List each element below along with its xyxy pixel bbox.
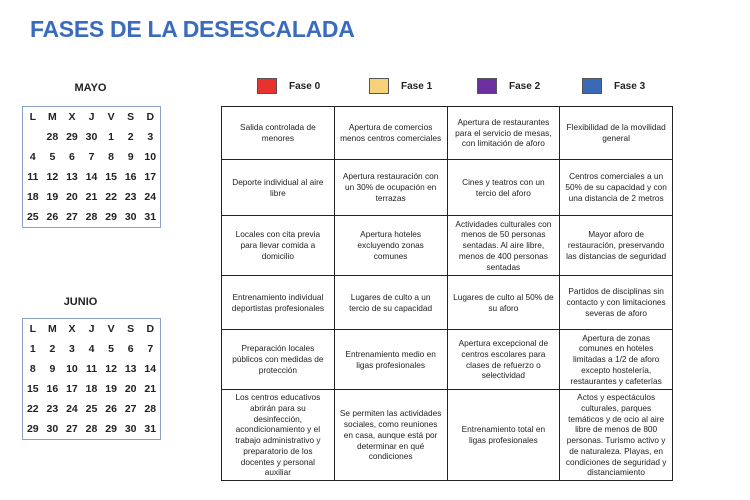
- calendar-day: 28: [85, 211, 98, 223]
- calendar-day: 28: [144, 403, 157, 415]
- calendar-day: [23, 127, 43, 147]
- table-cell-fase-2: Cines y teatros con un tercio del aforo: [447, 160, 560, 216]
- legend-label: Fase 2: [509, 80, 541, 92]
- weekday-label: S: [127, 323, 135, 335]
- calendar-day: 29: [66, 131, 78, 143]
- weekday-label: S: [127, 111, 135, 123]
- calendar-day: 14: [85, 171, 98, 183]
- table-row: [222, 390, 673, 481]
- calendar-day: 27: [66, 423, 78, 435]
- month-title-mayo: MAYO: [74, 82, 107, 94]
- table-row: [222, 276, 673, 330]
- calendar-day: 30: [124, 211, 137, 223]
- table-cell-fase-2: Actividades culturales con menos de 50 personas sentadas. Al aire libre, menos de 400 personas sentadas: [447, 216, 560, 276]
- table-cell-fase-1: Apertura de comercios menos centros comerciales: [334, 107, 447, 160]
- table-row: [222, 107, 673, 160]
- calendar-mayo: [22, 106, 161, 228]
- calendar-day: 30: [46, 423, 59, 435]
- calendar-day: 10: [144, 151, 157, 163]
- calendar-day: 22: [26, 403, 39, 415]
- table-cell-fase-3: Centros comerciales a un 50% de su capacidad y con una distancia de 2 metros: [560, 160, 673, 216]
- calendar-day: 29: [105, 211, 117, 223]
- legend-fase-0: [257, 78, 320, 94]
- calendar-weekday-row: [23, 319, 160, 339]
- calendar-day: 23: [124, 191, 137, 203]
- calendar-day: 6: [127, 343, 134, 355]
- calendar-day: 17: [144, 171, 157, 183]
- calendar-day: 24: [144, 191, 157, 203]
- calendar-day: 1: [29, 343, 36, 355]
- weekday-label: J: [88, 111, 95, 123]
- calendar-day: 10: [66, 363, 78, 375]
- calendar-day: 31: [144, 423, 157, 435]
- calendar-day: 4: [88, 343, 95, 355]
- table-cell-fase-3: Mayor aforo de restauración, preservando las distancias de seguridad: [560, 216, 673, 276]
- calendar-day: 1: [108, 131, 115, 143]
- calendar-day: 9: [127, 151, 134, 163]
- table-cell-fase-0: Locales con cita previa para llevar comida a domicilio: [222, 216, 335, 276]
- calendar-day: 17: [66, 383, 78, 395]
- calendar-day: 18: [85, 383, 98, 395]
- legend-fase-1: [369, 78, 432, 94]
- calendar-day: 2: [127, 131, 134, 143]
- calendar-day: 25: [85, 403, 98, 415]
- calendar-day: 14: [144, 363, 157, 375]
- legend-label: Fase 0: [289, 80, 321, 92]
- calendar-day: 11: [27, 171, 39, 183]
- calendar-day: 28: [46, 131, 59, 143]
- weekday-label: X: [68, 323, 76, 335]
- table-cell-fase-3: Flexibilidad de la movilidad general: [560, 107, 673, 160]
- calendar-day: 7: [147, 343, 154, 355]
- table-cell-fase-1: Apertura hoteles excluyendo zonas comunes: [334, 216, 447, 276]
- legend-swatch-fase-3: [582, 78, 602, 94]
- calendar-day: 30: [124, 423, 137, 435]
- table-cell-fase-0: Deporte individual al aire libre: [222, 160, 335, 216]
- calendar-week-row: [23, 379, 160, 399]
- calendar-day: 20: [66, 191, 78, 203]
- calendar-week-row: [23, 127, 160, 147]
- calendar-day: 26: [105, 403, 117, 415]
- calendar-day: 6: [69, 151, 75, 163]
- calendar-day: 25: [26, 211, 39, 223]
- legend-label: Fase 1: [401, 80, 433, 92]
- table-cell-fase-0: Entrenamiento individual deportistas profesionales: [222, 276, 335, 330]
- table-cell-fase-1: Entrenamiento medio en ligas profesionales: [334, 330, 447, 390]
- table-cell-fase-2: Apertura de restaurantes para el servicio de mesas, con limitación de aforo: [447, 107, 560, 160]
- weekday-label: V: [107, 111, 115, 123]
- calendar-day: 20: [124, 383, 137, 395]
- calendar-day: 5: [49, 151, 56, 163]
- calendar-day: 16: [46, 383, 59, 395]
- table-cell-fase-1: Apertura restauración con un 30% de ocupación en terrazas: [334, 160, 447, 216]
- table-cell-fase-2: Apertura excepcional de centros escolares para clases de refuerzo o selectividad: [447, 330, 560, 390]
- calendar-day: 23: [46, 403, 59, 415]
- table-row: [222, 330, 673, 390]
- table-row: [222, 160, 673, 216]
- table-cell-fase-1: Lugares de culto a un tercio de su capacidad: [334, 276, 447, 330]
- table-cell-fase-2: Lugares de culto al 50% de su aforo: [447, 276, 560, 330]
- month-title-junio: JUNIO: [63, 296, 98, 308]
- calendar-day: 5: [108, 343, 115, 355]
- weekday-label: L: [29, 323, 36, 335]
- page-title: FASES DE LA DESESCALADA: [30, 16, 355, 42]
- calendar-day: 2: [49, 343, 56, 355]
- legend-swatch-fase-0: [257, 78, 277, 94]
- table-cell-fase-0: Salida controlada de menores: [222, 107, 335, 160]
- calendar-week-row: [23, 399, 160, 419]
- calendar-day: 24: [66, 403, 78, 415]
- calendar-week-row: [23, 147, 160, 167]
- calendar-junio: [22, 318, 161, 440]
- table-cell-fase-3: Actos y espectáculos culturales, parques temáticos y de ocio al aire libre de menos de 800 personas. Turismo activo y de naturaleza. Playas, en condiciones de seguridad y distanciamiento: [560, 390, 673, 481]
- table-cell-fase-1: Se permiten las actividades sociales, como reuniones en casa, aunque está por determinar en qué condiciones: [334, 390, 447, 481]
- calendar-day: 21: [85, 191, 98, 203]
- calendar-day: 31: [144, 211, 157, 223]
- table-cell-fase-3: Partidos de disciplinas sin contacto y con limitaciones severas de aforo: [560, 276, 673, 330]
- calendar-day: 26: [46, 211, 59, 223]
- calendar-day: 21: [144, 383, 157, 395]
- table-row: [222, 216, 673, 276]
- calendar-day: 27: [66, 211, 78, 223]
- calendar-day: 30: [85, 131, 98, 143]
- calendar-day: 12: [46, 171, 59, 183]
- calendar-day: 8: [29, 363, 36, 375]
- legend-label: Fase 3: [614, 80, 646, 92]
- calendar-day: 8: [108, 151, 115, 163]
- weekday-label: X: [68, 111, 76, 123]
- calendar-day: 27: [124, 403, 137, 415]
- calendar-week-row: [23, 187, 160, 207]
- calendar-weekday-row: [23, 107, 160, 127]
- table-cell-fase-0: Los centros educativos abrirán para su desinfección, acondicionamiento y el trabajo administrativo y preparatorio de los docentes y personal auxiliar: [222, 390, 335, 481]
- calendar-week-row: [23, 359, 160, 379]
- weekday-label: D: [146, 111, 155, 123]
- weekday-label: L: [29, 111, 36, 123]
- weekday-label: M: [47, 323, 57, 335]
- calendar-day: 22: [105, 191, 117, 203]
- calendar-day: 19: [105, 383, 117, 395]
- calendar-day: 29: [105, 423, 117, 435]
- calendar-day: 9: [49, 363, 56, 375]
- phases-table: [221, 106, 673, 481]
- calendar-week-row: [23, 419, 160, 439]
- calendar-day: 19: [46, 191, 59, 203]
- legend-swatch-fase-1: [369, 78, 389, 94]
- calendar-day: 16: [124, 171, 137, 183]
- calendar-day: 13: [124, 363, 137, 375]
- calendar-day: 3: [69, 343, 75, 355]
- weekday-label: D: [146, 323, 155, 335]
- calendar-day: 28: [85, 423, 98, 435]
- weekday-label: J: [88, 323, 95, 335]
- table-cell-fase-0: Preparación locales públicos con medidas de protección: [222, 330, 335, 390]
- calendar-day: 29: [26, 423, 39, 435]
- weekday-label: M: [47, 111, 57, 123]
- calendar-week-row: [23, 167, 160, 187]
- calendar-day: 7: [88, 151, 95, 163]
- calendar-day: 12: [105, 363, 117, 375]
- calendar-day: 3: [147, 131, 154, 143]
- legend-swatch-fase-2: [477, 78, 497, 94]
- calendar-day: 18: [26, 191, 39, 203]
- weekday-label: V: [107, 323, 115, 335]
- calendar-day: 11: [85, 363, 98, 375]
- table-cell-fase-3: Apertura de zonas comunes en hoteles limitadas a 1/2 de aforo excepto hostelería, restaurantes y cafeterías: [560, 330, 673, 390]
- legend-fase-3: [582, 78, 645, 94]
- calendar-week-row: [23, 207, 160, 227]
- calendar-day: 4: [29, 151, 36, 163]
- calendar-day: 13: [66, 171, 78, 183]
- calendar-week-row: [23, 339, 160, 359]
- calendar-day: 15: [26, 383, 39, 395]
- legend-fase-2: [477, 78, 540, 94]
- calendar-day: 15: [105, 171, 117, 183]
- table-cell-fase-2: Entrenamiento total en ligas profesionales: [447, 390, 560, 481]
